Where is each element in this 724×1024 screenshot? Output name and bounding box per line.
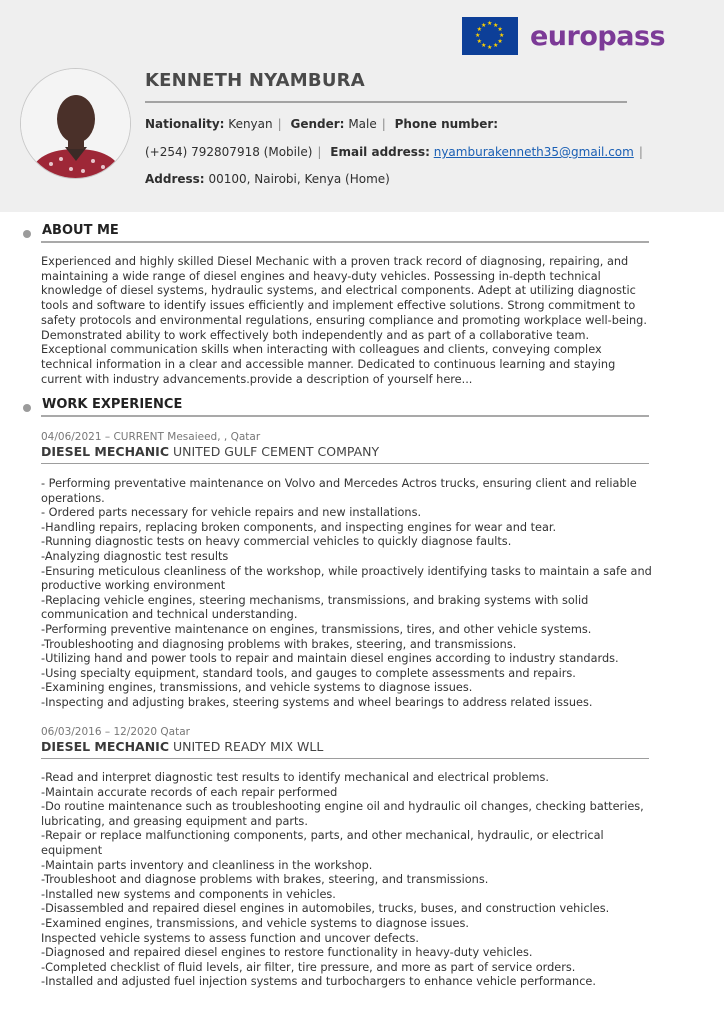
job-company: UNITED GULF CEMENT COMPANY — [172, 444, 380, 459]
duty-item: -Do routine maintenance such as troubleshooting engine oil and hydraulic oil changes, checking batteries, lubricating, and greasing equipment and parts. — [41, 800, 644, 828]
about-section-title: ABOUT ME — [42, 223, 119, 238]
eu-star-icon: ★ — [475, 32, 481, 39]
duty-item: -Handling repairs, replacing broken components, and inspecting engines for wear and tear. — [41, 520, 557, 534]
nationality-label: Nationality: — [145, 117, 225, 131]
eu-star-icon: ★ — [493, 42, 499, 50]
email-label: Email address: — [330, 145, 430, 159]
gender-value: Male — [348, 117, 377, 131]
job-duties-list — [41, 477, 653, 711]
eu-star-icon: ★ — [481, 42, 487, 50]
duty-item: -Analyzing diagnostic test results — [41, 549, 229, 563]
separator: | — [277, 117, 282, 131]
about-text: Experienced and highly skilled Diesel Mechanic with a proven track record of diagnosing, repairing, and maintaining a wide range of diesel engines and heavy-duty vehicles. Possessing in-depth technical knowledge of diesel systems, hydraulic systems, and electrical components. Adept at utilizing diagnostic tools and software to identify issues efficiently and implement effective solutions. Strong commitment to safety protocols and environmental regulations, ensuring compliance and promoting workplace well-being. Demonstrated ability to work effectively both independently and as part of a collaborative team. Exceptional communication skills when interacting with colleagues and clients, conveying complex technical information in a clear and accessible manner. Dedicated to continuous learning and staying current with industry advancements.provide a description of yourself here... — [41, 255, 647, 386]
address-label: Address: — [145, 172, 205, 186]
experience-section-title: WORK EXPERIENCE — [42, 397, 183, 412]
section-bullet-icon — [23, 230, 31, 238]
section-bullet-icon — [23, 404, 31, 412]
job-title — [41, 739, 323, 754]
duty-item: -Ensuring meticulous cleanliness of the workshop, while proactively identifying tasks to maintain a safe and productive working environment — [41, 564, 652, 593]
duty-item: -Diagnosed and repaired diesel engines to restore functionality in heavy-duty vehicles. — [41, 946, 533, 960]
gender-label: Gender: — [290, 117, 345, 131]
separator: | — [381, 117, 386, 131]
duty-item: -Disassembled and repaired diesel engines in automobiles, trucks, buses, and construction vehicles. — [41, 902, 610, 916]
duty-item: -Completed checklist of fluid levels, air filter, tire pressure, and more as part of service orders. — [41, 960, 576, 974]
duty-item: -Running diagnostic tests on heavy commercial vehicles to quickly diagnose faults. — [41, 535, 512, 549]
duty-item: -Troubleshoot and diagnose problems with brakes, steering, and transmissions. — [41, 873, 489, 887]
name-divider — [145, 101, 627, 103]
eu-star-icon: ★ — [493, 21, 499, 29]
job-duties-list — [41, 771, 653, 990]
duty-item: -Using specialty equipment, standard tools, and gauges to complete assessments and repairs. — [41, 666, 576, 680]
duty-item: -Examined engines, transmissions, and vehicle systems to diagnose issues. — [41, 916, 469, 930]
job-company: UNITED READY MIX WLL — [172, 739, 324, 754]
personal-info-line-3 — [145, 172, 390, 186]
duty-item: -Maintain parts inventory and cleanliness in the workshop. — [41, 858, 373, 872]
logo-text: europass — [530, 20, 666, 52]
separator: | — [638, 145, 643, 159]
duty-item: -Read and interpret diagnostic test results to identify mechanical and electrical problems. — [41, 771, 549, 784]
phone-label: Phone number: — [394, 117, 499, 131]
candidate-name: KENNETH NYAMBURA — [145, 70, 365, 91]
job-role: DIESEL MECHANIC — [41, 444, 169, 459]
job-divider — [41, 758, 649, 759]
section-divider — [41, 415, 649, 417]
duty-item: -Troubleshooting and diagnosing problems with brakes, steering, and transmissions. — [41, 637, 517, 651]
eu-star-icon: ★ — [497, 38, 503, 45]
eu-star-icon: ★ — [499, 32, 505, 39]
job-title — [41, 444, 379, 459]
eu-star-icon: ★ — [476, 38, 482, 45]
duty-item: -Replacing vehicle engines, steering mechanisms, transmissions, and braking systems with solid communication and technical understanding. — [41, 593, 589, 622]
job-dates-location: 04/06/2021 – CURRENT Mesaieed, , Qatar — [41, 431, 261, 443]
duty-item: -Repair or replace malfunctioning components, parts, and other mechanical, hydraulic, or electrical equipment — [41, 829, 604, 857]
eu-star-icon: ★ — [487, 44, 493, 51]
duty-item: -Performing preventive maintenance on engines, transmissions, tires, and other vehicle systems. — [41, 622, 592, 636]
duty-item: -Installed new systems and components in vehicles. — [41, 887, 336, 901]
email-link[interactable]: nyamburakenneth35@gmail.com — [433, 145, 634, 159]
duty-item: - Ordered parts necessary for vehicle repairs and new installations. — [41, 506, 422, 520]
eu-star-icon: ★ — [481, 21, 487, 29]
duty-item: -Maintain accurate records of each repair performed — [41, 785, 338, 799]
duty-item: -Installed and adjusted fuel injection systems and turbochargers to enhance vehicle performance. — [41, 975, 596, 989]
eu-flag-icon — [462, 17, 518, 55]
personal-info-line-1 — [145, 117, 498, 131]
eu-star-icon: ★ — [487, 20, 493, 27]
europass-logo — [462, 17, 665, 55]
job-dates-location: 06/03/2016 – 12/2020 Qatar — [41, 726, 190, 738]
separator: | — [317, 145, 322, 159]
profile-photo-icon — [21, 69, 131, 179]
duty-item: -Utilizing hand and power tools to repair and maintain diesel engines according to industry standards. — [41, 652, 619, 666]
section-divider — [41, 241, 649, 243]
duty-item: -Inspecting and adjusting brakes, steering systems and wheel bearings to address related issues. — [41, 695, 593, 709]
duty-item: Inspected vehicle systems to assess function and uncover defects. — [41, 931, 419, 945]
nationality-value: Kenyan — [228, 117, 273, 131]
eu-star-icon: ★ — [497, 26, 503, 33]
eu-star-icon: ★ — [476, 26, 482, 33]
job-divider — [41, 463, 649, 464]
personal-info-line-2 — [145, 145, 648, 159]
avatar — [20, 68, 131, 179]
phone-value: (+254) 792807918 (Mobile) — [145, 145, 313, 159]
address-value: 00100, Nairobi, Kenya (Home) — [208, 172, 390, 186]
job-role: DIESEL MECHANIC — [41, 739, 169, 754]
duty-item: -Examining engines, transmissions, and vehicle systems to diagnose issues. — [41, 681, 473, 695]
duty-item: - Performing preventative maintenance on Volvo and Mercedes Actros trucks, ensuring client and reliable operations. — [41, 477, 637, 505]
